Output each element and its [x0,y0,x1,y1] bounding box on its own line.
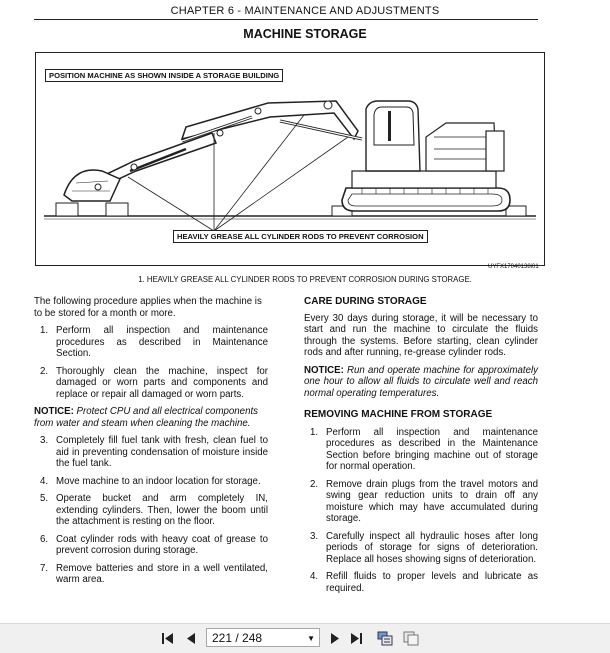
list-item [304,571,538,594]
viewer-toolbar [0,623,610,653]
callout-storage-building: POSITION MACHINE AS SHOWN INSIDE A STORAGE BUILDING [45,69,283,82]
prev-page-icon[interactable] [185,632,198,645]
list-item [304,427,538,473]
item-text: Thoroughly clean the machine, inspect for damaged or worn parts and components and replace or repair all damaged or worn parts. [56,365,268,400]
care-heading: CARE DURING STORAGE [304,296,427,307]
item-text: Operate bucket and arm completely IN, extending cylinders. Then, lower the boom until the attachment is resting on the floor. [56,493,268,527]
intro-paragraph: The following procedure applies when the machine is to be stored for a month or more. [34,296,262,319]
notice-label: NOTICE: [34,406,74,417]
callout-grease-rods: HEAVILY GREASE ALL CYLINDER RODS TO PREVENT CORROSION [173,230,428,243]
item-number: 4. [310,571,319,582]
item-number: 4. [40,475,49,487]
first-page-icon[interactable] [161,632,174,645]
item-text: Perform all inspection and maintenance procedures as described in Maintenance Section. [56,325,268,359]
left-column [34,296,268,586]
item-text: Remove drain plugs from the travel motors and swing gear reduction units to drain off any moisture which may have accumulated during storage. [326,478,538,524]
item-text: Coat cylinder rods with heavy coat of grease to prevent corrosion during storage. [56,533,268,556]
item-number: 2. [310,478,319,490]
header-rule [34,19,538,20]
item-number: 7. [40,562,49,574]
list-item [34,366,268,401]
care-paragraph: Every 30 days during storage, it will be necessary to start and run the machine to circulate the fluids through the systems. Before starting, clean cylinder rods and after running, re-grease cylinder rods. [304,312,538,358]
list-item [34,435,268,470]
page-title: MACHINE STORAGE [243,27,367,41]
notice-text: Run and operate machine for approximately one hour to allow all fluids to circulate well and reach normal operating temperatures. [304,364,538,399]
chevron-down-icon: ▼ [307,634,315,643]
page-number-select[interactable] [206,628,320,647]
notice-running [304,365,538,400]
list-item [34,493,268,528]
list-item [304,479,538,525]
item-number: 5. [40,493,49,504]
chapter-header: CHAPTER 6 - MAINTENANCE AND ADJUSTMENTS [170,5,440,17]
item-number: 3. [310,530,319,542]
item-number: 1. [310,426,319,438]
item-number: 2. [40,365,49,377]
list-item [304,531,538,566]
excavator-figure [35,52,545,266]
figure-code: UYFX17040138i01 [488,264,539,270]
list-item [34,534,268,557]
item-text: Move machine to an indoor location for storage. [56,475,261,487]
page-indicator: 221 / 248 [212,631,263,645]
item-text: Completely fill fuel tank with fresh, clean fuel to aid in preventing condensation of moisture inside the fuel tank. [56,435,268,469]
item-text: Remove batteries and store in a well ventilated, warm area. [56,562,268,585]
last-page-icon[interactable] [350,632,363,645]
fit-page-icon[interactable] [403,631,419,646]
next-page-icon[interactable] [328,632,341,645]
item-text: Refill fluids to proper levels and lubricate as required. [326,571,538,594]
item-number: 1. [40,325,49,336]
item-number: 3. [40,435,49,446]
figure-caption: 1. HEAVILY GREASE ALL CYLINDER RODS TO PREVENT CORROSION DURING STORAGE. [138,275,472,284]
notice-text: Protect CPU and all electrical components from water and steam when cleaning the machine. [34,406,258,429]
thumbnails-icon[interactable] [377,631,393,646]
list-item [34,563,268,586]
list-item [34,476,268,488]
remove-heading: REMOVING MACHINE FROM STORAGE [304,409,493,420]
right-column [304,296,538,594]
list-item [34,325,268,360]
notice-label: NOTICE: [304,364,344,376]
notice-cleaning [34,406,268,429]
item-number: 6. [40,533,49,545]
item-text: Carefully inspect all hydraulic hoses after long periods of storage for signs of deterioration. Replace all hoses showing signs of deterioration. [326,530,538,565]
item-text: Perform all inspection and maintenance procedures as described in the Maintenance Section before bringing machine out of storage for normal operation. [326,426,538,472]
